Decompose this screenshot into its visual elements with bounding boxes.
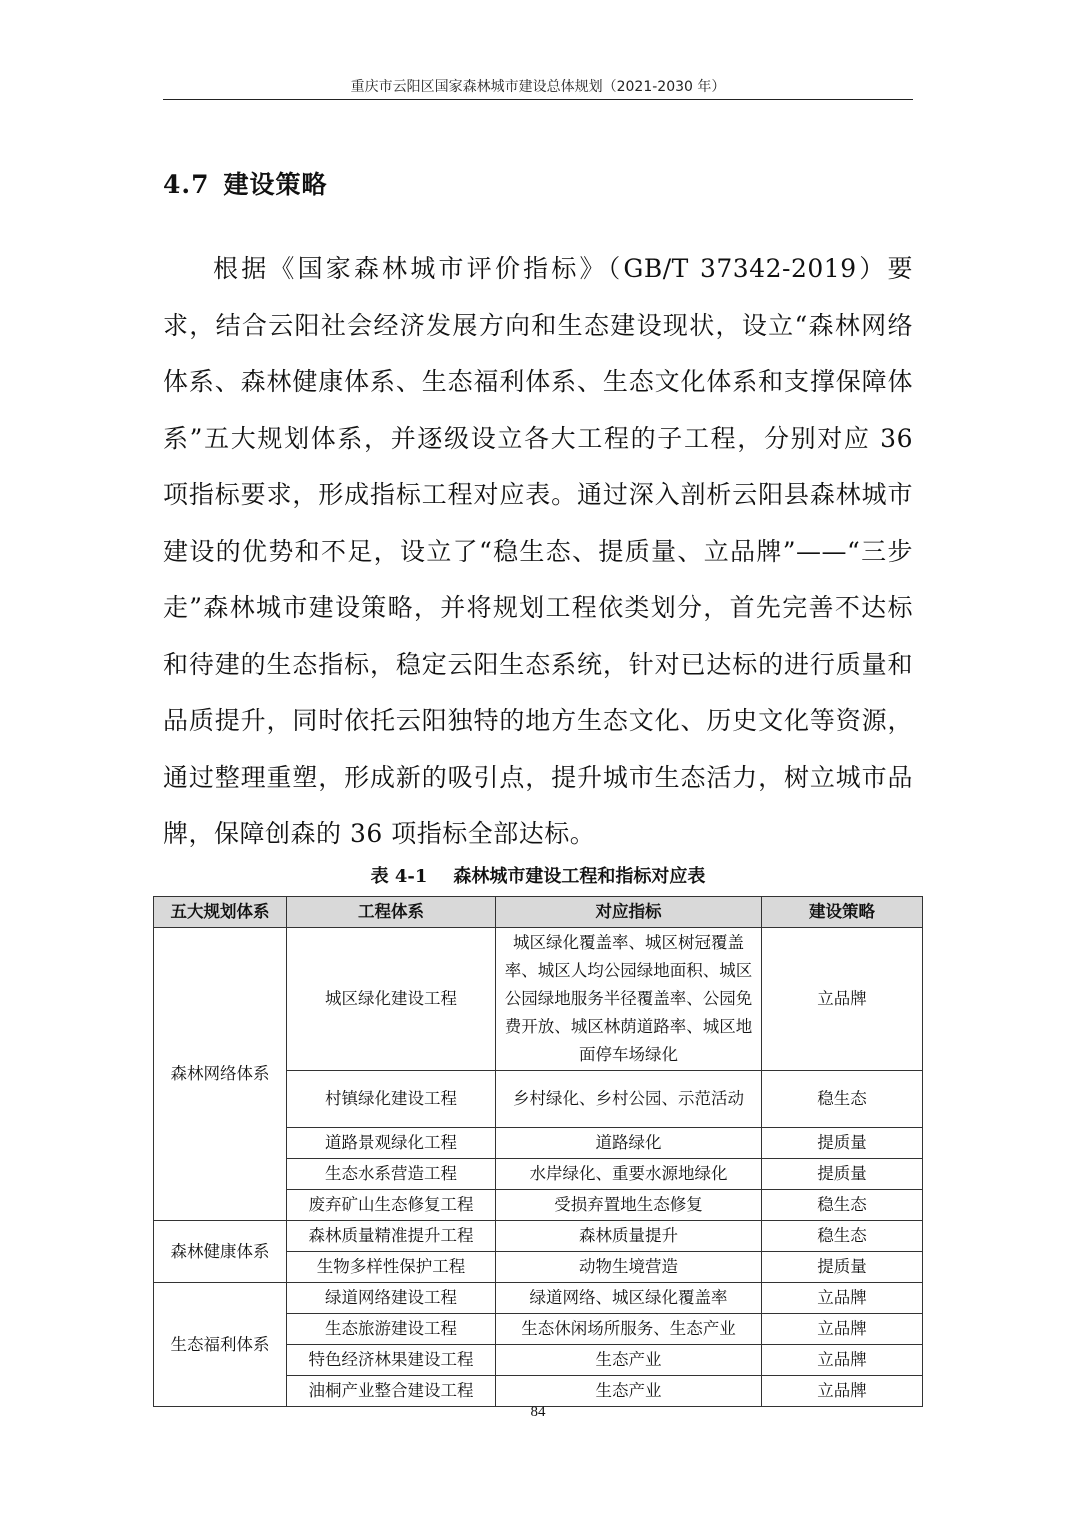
- project-cell: 村镇绿化建设工程: [287, 1071, 496, 1128]
- strategy-cell: 稳生态: [762, 1190, 923, 1221]
- indicators-cell: 城区绿化覆盖率、城区树冠覆盖率、城区人均公园绿地面积、城区公园绿地服务半径覆盖率、公园免费开放、城区林荫道路率、城区地面停车场绿化: [496, 928, 762, 1071]
- project-cell: 废弃矿山生态修复工程: [287, 1190, 496, 1221]
- section-heading: [163, 165, 328, 201]
- section-number: 4.7: [163, 170, 210, 199]
- table-row: [154, 928, 923, 1071]
- indicator-table: [153, 896, 923, 1407]
- strategy-cell: 提质量: [762, 1159, 923, 1190]
- indicators-cell: 受损弃置地生态修复: [496, 1190, 762, 1221]
- page-number: 84: [530, 1404, 546, 1420]
- strategy-cell: 稳生态: [762, 1221, 923, 1252]
- column-header-strategy: 建设策略: [762, 897, 923, 928]
- header-divider: [163, 99, 913, 100]
- system-cell: 生态福利体系: [154, 1283, 287, 1407]
- indicators-cell: 动物生境营造: [496, 1252, 762, 1283]
- table-row: [154, 1283, 923, 1314]
- strategy-cell: 立品牌: [762, 1376, 923, 1407]
- indicators-cell: 生态产业: [496, 1345, 762, 1376]
- project-cell: 生态水系营造工程: [287, 1159, 496, 1190]
- indicators-cell: 绿道网络、城区绿化覆盖率: [496, 1283, 762, 1314]
- indicators-cell: 生态产业: [496, 1376, 762, 1407]
- project-cell: 森林质量精准提升工程: [287, 1221, 496, 1252]
- strategy-cell: 立品牌: [762, 1314, 923, 1345]
- section-title: 建设策略: [223, 170, 328, 199]
- table-caption-title: 森林城市建设工程和指标对应表: [453, 866, 706, 887]
- strategy-cell: 立品牌: [762, 1283, 923, 1314]
- project-cell: 油桐产业整合建设工程: [287, 1376, 496, 1407]
- indicators-cell: 生态休闲场所服务、生态产业: [496, 1314, 762, 1345]
- running-header: 重庆市云阳区国家森林城市建设总体规划（2021-2030 年）: [350, 79, 726, 95]
- table-row: [154, 1221, 923, 1252]
- project-cell: 道路景观绿化工程: [287, 1128, 496, 1159]
- indicators-cell: 道路绿化: [496, 1128, 762, 1159]
- project-cell: 城区绿化建设工程: [287, 928, 496, 1071]
- column-header-indicators: 对应指标: [496, 897, 762, 928]
- project-cell: 绿道网络建设工程: [287, 1283, 496, 1314]
- table-caption-label: 表 4-1: [370, 866, 428, 887]
- column-header-project: 工程体系: [287, 897, 496, 928]
- table-header-row: [154, 897, 923, 928]
- body-paragraph: 根据《国家森林城市评价指标》（GB/T 37342-2019）要求，结合云阳社会经济发展方向和生态建设现状，设立“森林网络体系、森林健康体系、生态福利体系、生态文化体系和支撑保障体系”五大规划体系，并逐级设立各大工程的子工程，分别对应 36 项指标要求，形成指标工程对应表。通过深入剖析云阳县森林城市建设的优势和不足，设立了“稳生态、提质量、立品牌”——“三步走”森林城市建设策略，并将规划工程依类划分，首先完善不达标和待建的生态指标，稳定云阳生态系统，针对已达标的进行质量和品质提升，同时依托云阳独特的地方生态文化、历史文化等资源，通过整理重塑，形成新的吸引点，提升城市生态活力，树立城市品牌，保障创森的 36 项指标全部达标。: [163, 254, 913, 848]
- project-cell: 特色经济林果建设工程: [287, 1345, 496, 1376]
- strategy-cell: 提质量: [762, 1252, 923, 1283]
- indicators-cell: 森林质量提升: [496, 1221, 762, 1252]
- project-cell: 生物多样性保护工程: [287, 1252, 496, 1283]
- project-cell: 生态旅游建设工程: [287, 1314, 496, 1345]
- strategy-cell: 提质量: [762, 1128, 923, 1159]
- strategy-cell: 稳生态: [762, 1071, 923, 1128]
- indicators-cell: 乡村绿化、乡村公园、示范活动: [496, 1071, 762, 1128]
- system-cell: 森林网络体系: [154, 928, 287, 1221]
- indicators-cell: 水岸绿化、重要水源地绿化: [496, 1159, 762, 1190]
- system-cell: 森林健康体系: [154, 1221, 287, 1283]
- strategy-cell: 立品牌: [762, 1345, 923, 1376]
- strategy-cell: 立品牌: [762, 928, 923, 1071]
- table-caption: [163, 862, 913, 888]
- column-header-system: 五大规划体系: [154, 897, 287, 928]
